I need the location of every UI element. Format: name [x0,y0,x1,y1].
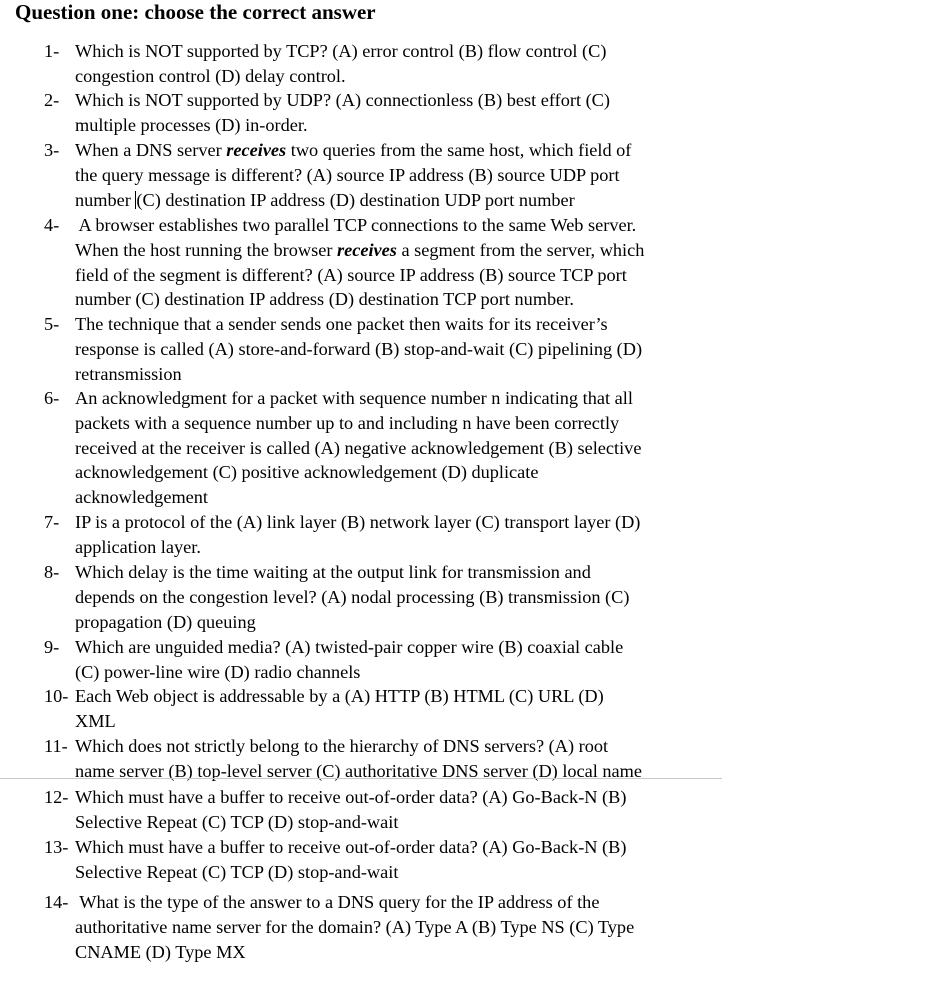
question-12 [44,785,714,835]
question-line [44,684,714,709]
question-text: acknowledgement [75,487,208,508]
question-text: received at the receiver is called (A) negative acknowledgement (B) selective [75,437,642,458]
question-11 [44,734,714,781]
question-1 [44,39,714,89]
question-8 [44,560,714,634]
question-text: number [75,189,136,210]
question-text: Selective Repeat (C) TCP (D) stop-and-wait [75,861,399,882]
question-number: 12- [44,787,69,807]
question-4 [44,213,714,312]
question-number: 7- [44,512,60,532]
question-line [44,88,714,113]
question-2 [44,88,714,138]
question-text: Selective Repeat (C) TCP (D) stop-and-wait [75,811,399,832]
question-text: Which are unguided media? (A) twisted-pair copper wire (B) coaxial cable [75,637,624,657]
question-6 [44,386,714,510]
question-text: IP is a protocol of the (A) link layer (B) network layer (C) transport layer (D) [75,512,641,532]
question-line [44,138,714,163]
emphasis-text: receives [336,239,397,260]
question-number: 1- [44,41,60,61]
emphasis-text: receives [226,140,287,160]
question-text: depends on the congestion level? (A) nodal processing (B) transmission (C) [75,586,630,607]
question-text: number (C) destination IP address (D) destination TCP port number. [75,289,574,310]
question-text: name server (B) top-level server (C) authoritative DNS server (D) local name [75,760,643,781]
question-number: 2- [44,90,60,110]
question-text: multiple processes (D) in-order. [75,114,308,135]
question-number: 8- [44,562,60,582]
question-5 [44,312,714,386]
question-text: field of the segment is different? (A) source IP address (B) source TCP port [75,264,627,285]
question-line [44,734,714,759]
question-text: the query message is different? (A) source IP address (B) source UDP port [75,164,620,185]
question-line [44,510,714,535]
question-7 [44,510,714,560]
question-text: a segment from the server, which [396,239,645,260]
question-text: application layer. [75,536,201,557]
question-text: Which must have a buffer to receive out-of-order data? (A) Go-Back-N (B) [75,837,627,857]
question-line [44,835,714,860]
question-text: What is the type of the answer to a DNS query for the IP address of the [75,892,600,912]
question-10 [44,684,714,734]
question-number: 10- [44,686,69,706]
question-text: Which is NOT supported by UDP? (A) connectionless (B) best effort (C) [75,90,610,110]
question-line [44,312,714,337]
question-number: 6- [44,388,60,408]
question-text: Which must have a buffer to receive out-of-order data? (A) Go-Back-N (B) [75,787,627,807]
question-text: Which does not strictly belong to the hierarchy of DNS servers? (A) root [75,736,609,756]
question-line [44,560,714,585]
question-text: When the host running the browser [75,239,337,260]
question-text: The technique that a sender sends one packet then waits for its receiver’s [75,314,608,334]
question-line [44,890,714,915]
question-line [44,785,714,810]
question-3 [44,138,714,212]
question-14 [44,890,714,964]
question-text: propagation (D) queuing [75,611,256,632]
question-text: (C) destination IP address (D) destination UDP port number [136,189,575,210]
question-number: 5- [44,314,60,334]
question-text: CNAME (D) Type MX [75,941,246,962]
question-number: 13- [44,837,69,857]
question-9 [44,635,714,685]
question-text: authoritative name server for the domain? (A) Type A (B) Type NS (C) Type [75,916,635,937]
question-text: Which delay is the time waiting at the output link for transmission and [75,562,591,582]
question-text: packets with a sequence number up to and including n have been correctly [75,412,620,433]
question-text: two queries from the same host, which field of [286,140,632,160]
question-text: An acknowledgment for a packet with sequence number n indicating that all [75,388,633,408]
page-title: Question one: choose the correct answer [15,0,376,24]
question-text: (C) power-line wire (D) radio channels [75,661,361,682]
question-number: 3- [44,140,60,160]
question-line [44,238,714,263]
page-break-line [0,778,722,779]
question-text: Which is NOT supported by TCP? (A) error control (B) flow control (C) [75,41,607,61]
question-number: 4- [44,215,60,235]
question-text: Each Web object is addressable by a (A) HTTP (B) HTML (C) URL (D) [75,686,604,706]
question-line [44,386,714,411]
question-13 [44,835,714,885]
question-text: A browser establishes two parallel TCP connections to the same Web server. [75,215,637,235]
question-text: XML [75,710,116,731]
question-number: 9- [44,637,60,657]
question-number: 11- [44,736,68,756]
question-number: 14- [44,892,69,912]
question-text: congestion control (D) delay control. [75,65,346,86]
question-line [44,39,714,64]
question-line [44,213,714,238]
question-text: retransmission [75,363,182,384]
question-text: acknowledgement (C) positive acknowledgement (D) duplicate [75,462,539,483]
question-line [44,635,714,660]
question-text: response is called (A) store-and-forward (B) stop-and-wait (C) pipelining (D) [75,338,643,359]
question-text: When a DNS server [75,140,227,160]
question-line [44,188,714,213]
